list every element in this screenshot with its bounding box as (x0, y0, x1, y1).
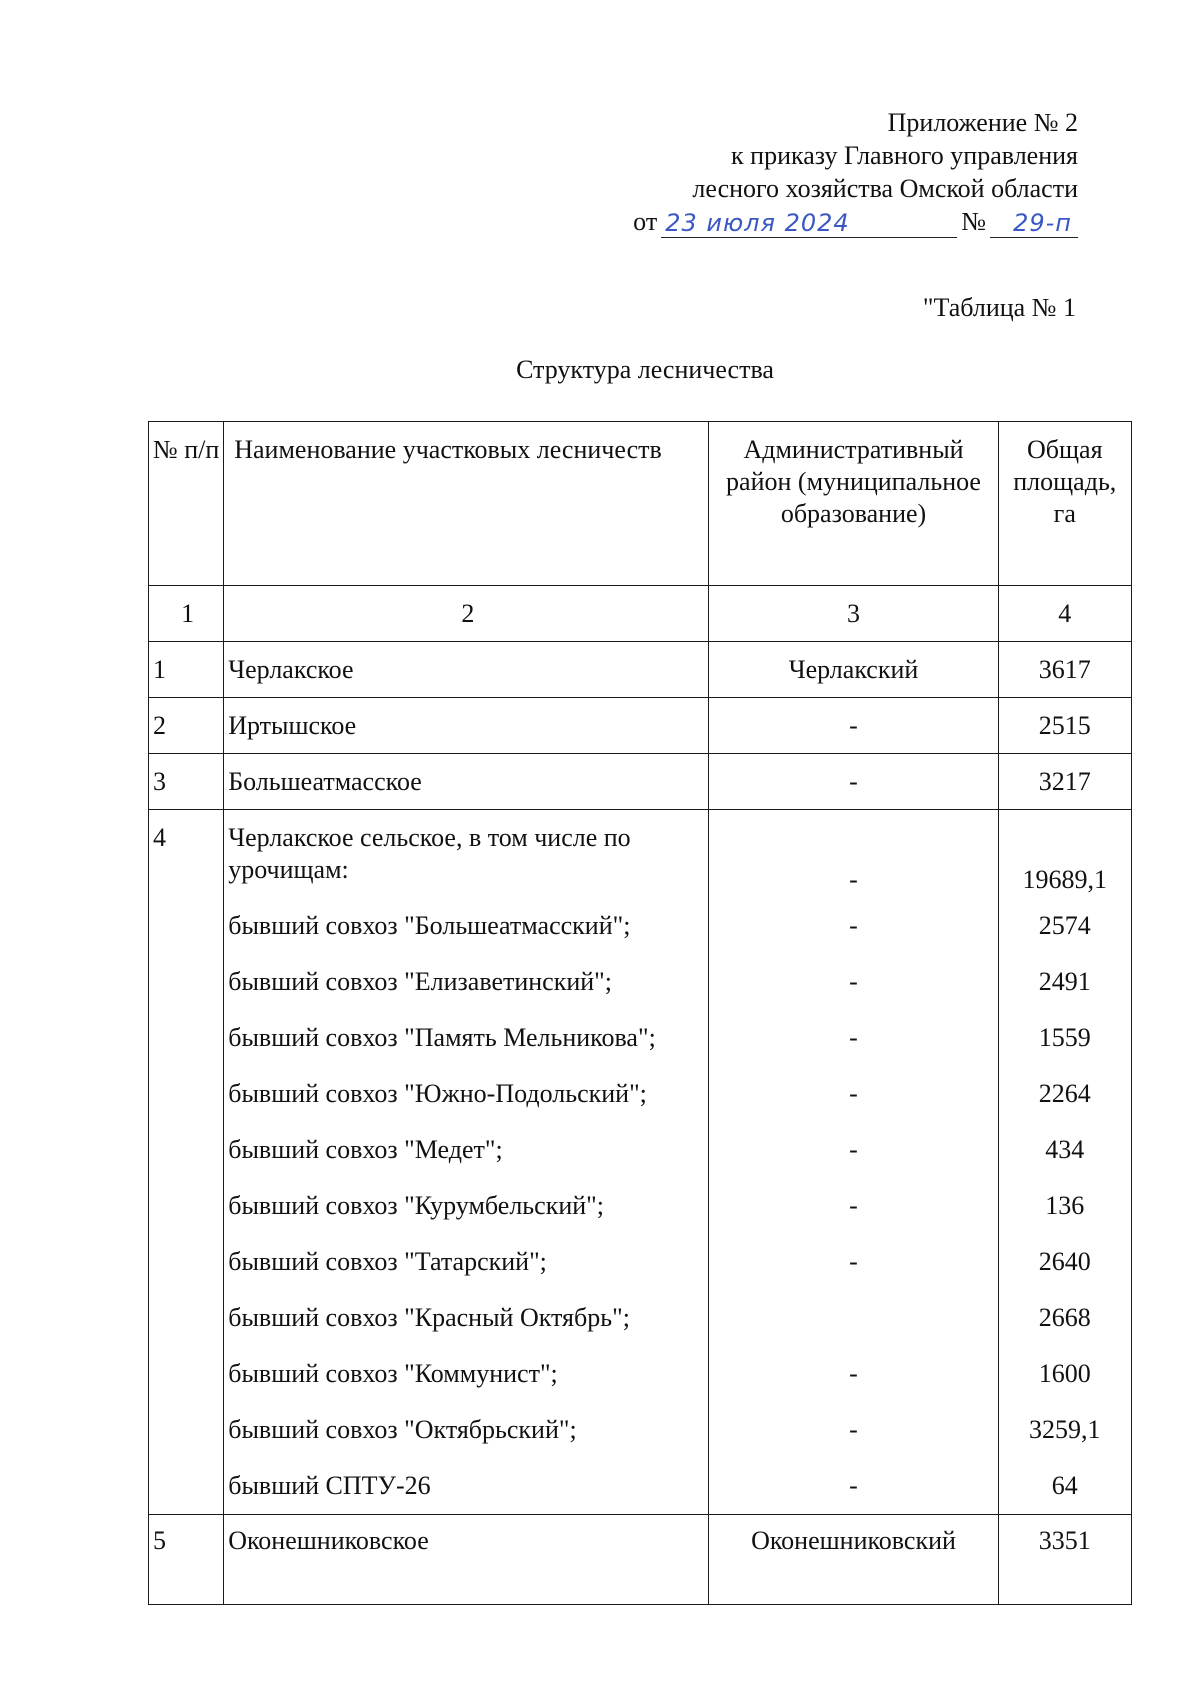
district-name: - (709, 1402, 998, 1458)
empty-cell (149, 1458, 224, 1515)
authority-name: лесного хозяйства Омской области (692, 174, 1078, 203)
row-number: 5 (149, 1515, 224, 1605)
area-value: 3617 (998, 642, 1131, 698)
subrow (149, 1066, 1132, 1122)
district-name: - (709, 1234, 998, 1290)
district-name: - (709, 954, 998, 1010)
forestry-name: Иртышское (224, 698, 709, 754)
row-number: 4 (149, 810, 224, 899)
area-value: 1559 (998, 1010, 1131, 1066)
forestry-name: Оконешниковское (224, 1515, 709, 1605)
area-value: 19689,1 (998, 810, 1131, 899)
area-value: 2515 (998, 698, 1131, 754)
appendix-header (633, 106, 1078, 238)
table-row (149, 698, 1132, 754)
table-row (149, 1515, 1132, 1605)
area-value: 2264 (998, 1066, 1131, 1122)
district-name: - (709, 1066, 998, 1122)
district-name: Черлакский (709, 642, 998, 698)
subrow (149, 898, 1132, 954)
group-row (149, 810, 1132, 899)
tract-name: бывший совхоз "Октябрьский"; (224, 1402, 709, 1458)
empty-cell (149, 1234, 224, 1290)
tract-name: бывший СПТУ-26 (224, 1458, 709, 1515)
area-value: 2574 (998, 898, 1131, 954)
empty-cell (149, 1122, 224, 1178)
area-value: 2491 (998, 954, 1131, 1010)
column-number: 4 (998, 586, 1131, 642)
area-value: 3259,1 (998, 1402, 1131, 1458)
table-header-row (149, 422, 1132, 586)
tract-name: бывший совхоз "Татарский"; (224, 1234, 709, 1290)
row-number: 1 (149, 642, 224, 698)
row-number: 2 (149, 698, 224, 754)
tract-name: бывший совхоз "Большеатмасский"; (224, 898, 709, 954)
date-prefix: от (633, 207, 658, 236)
order-reference: к приказу Главного управления (731, 141, 1078, 170)
document-title: Структура лесничества (516, 355, 774, 384)
table-row (149, 754, 1132, 810)
tract-name: бывший совхоз "Южно-Подольский"; (224, 1066, 709, 1122)
subrow (149, 954, 1132, 1010)
header-number: № п/п (149, 422, 224, 586)
handwritten-number: 29-п (990, 209, 1078, 238)
appendix-title: Приложение № 2 (887, 108, 1078, 137)
area-value: 1600 (998, 1346, 1131, 1402)
empty-cell (149, 1066, 224, 1122)
empty-cell (149, 1178, 224, 1234)
forestry-structure-table (148, 421, 1132, 1605)
empty-cell (149, 898, 224, 954)
forestry-name: Черлакское (224, 642, 709, 698)
column-number: 3 (709, 586, 998, 642)
table-row (149, 642, 1132, 698)
area-value: 3351 (998, 1515, 1131, 1605)
subrow (149, 1234, 1132, 1290)
tract-name: бывший совхоз "Память Мельникова"; (224, 1010, 709, 1066)
subrow (149, 1290, 1132, 1346)
column-number: 2 (224, 586, 709, 642)
date-number-line (633, 205, 1078, 238)
tract-name: бывший совхоз "Коммунист"; (224, 1346, 709, 1402)
district-name: - (709, 1122, 998, 1178)
subrow (149, 1458, 1132, 1515)
header-name: Наименование участковых лесничеств (224, 422, 709, 586)
district-name (709, 1290, 998, 1346)
area-value: 434 (998, 1122, 1131, 1178)
tract-name: бывший совхоз "Красный Октябрь"; (224, 1290, 709, 1346)
district-name: - (709, 1178, 998, 1234)
subrow (149, 1010, 1132, 1066)
handwritten-date: 23 июля 2024 (661, 209, 957, 238)
area-value: 136 (998, 1178, 1131, 1234)
header-district: Административный район (муниципальное образование) (709, 422, 998, 586)
empty-cell (149, 954, 224, 1010)
forestry-name: Черлакское сельское, в том числе по урочищам: (224, 810, 709, 899)
column-number: 1 (149, 586, 224, 642)
header-area: Общая площадь, га (998, 422, 1131, 586)
empty-cell (149, 1402, 224, 1458)
area-value: 2640 (998, 1234, 1131, 1290)
area-value: 3217 (998, 754, 1131, 810)
area-value: 64 (998, 1458, 1131, 1515)
tract-name: бывший совхоз "Медет"; (224, 1122, 709, 1178)
district-name: - (709, 1458, 998, 1515)
subrow (149, 1122, 1132, 1178)
district-name: - (709, 1346, 998, 1402)
empty-cell (149, 1010, 224, 1066)
tract-name: бывший совхоз "Курумбельский"; (224, 1178, 709, 1234)
subrow (149, 1346, 1132, 1402)
district-name: - (709, 754, 998, 810)
district-name: - (709, 698, 998, 754)
empty-cell (149, 1290, 224, 1346)
district-name: - (709, 1010, 998, 1066)
district-name: Оконешниковский (709, 1515, 998, 1605)
column-number-row (149, 586, 1132, 642)
empty-cell (149, 1346, 224, 1402)
subrow (149, 1402, 1132, 1458)
table-label: "Таблица № 1 (922, 293, 1076, 322)
row-number: 3 (149, 754, 224, 810)
forestry-name: Большеатмасское (224, 754, 709, 810)
tract-name: бывший совхоз "Елизаветинский"; (224, 954, 709, 1010)
district-name: - (709, 898, 998, 954)
number-prefix: № (961, 207, 986, 236)
area-value: 2668 (998, 1290, 1131, 1346)
district-name: - (709, 810, 998, 899)
subrow (149, 1178, 1132, 1234)
